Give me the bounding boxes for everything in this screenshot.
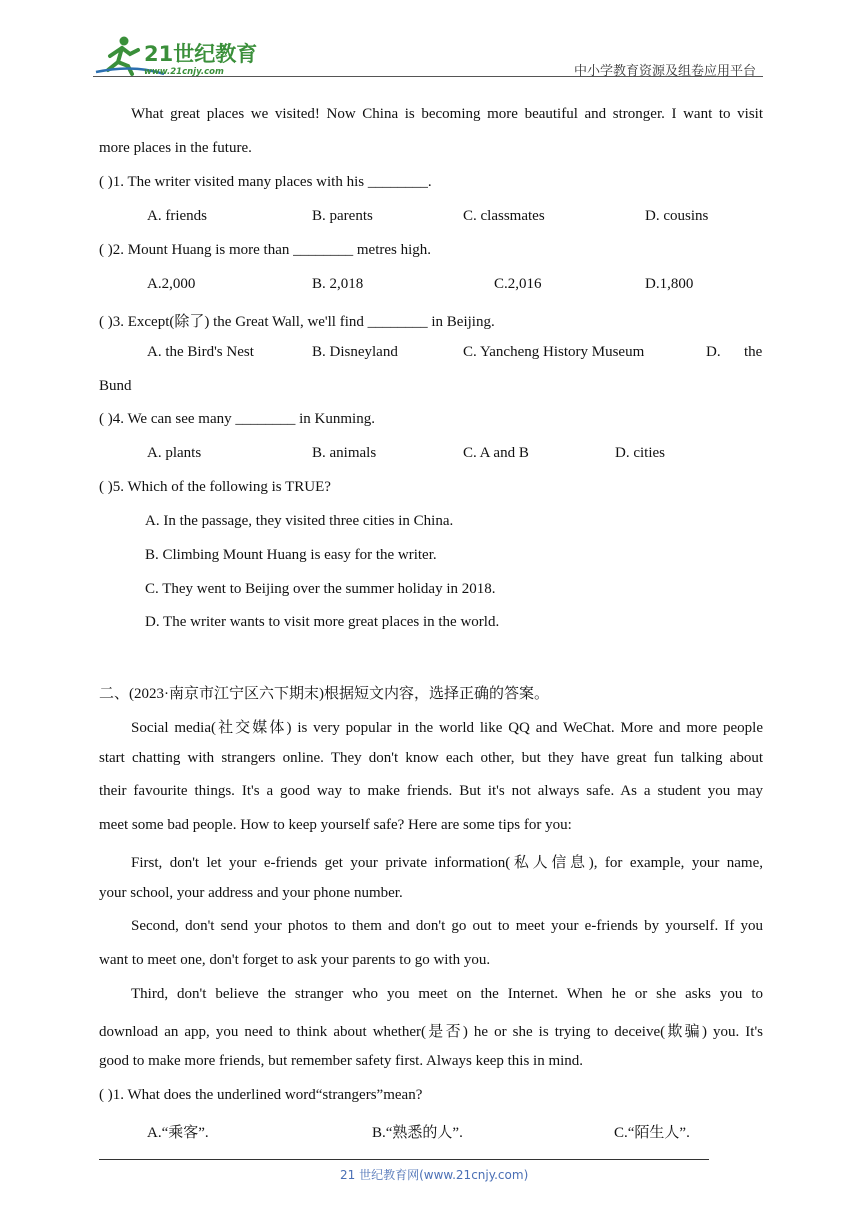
option-d: D. cities: [615, 445, 665, 461]
header-platform-text: 中小学教育资源及组卷应用平台: [574, 64, 757, 79]
passage-line: good to make more friends, but remember safety first. Always keep this in mind.: [99, 1053, 584, 1069]
logo-url: www.21cnjy.com: [144, 67, 224, 77]
passage-line: start chatting with strangers online. They don't know each other, but they have great fun talking about: [99, 750, 763, 766]
option-b: B. Disneyland: [312, 344, 398, 360]
header-divider: [93, 76, 763, 77]
passage-line: Third, don't believe the stranger who you meet on the Internet. When he or she asks you to: [131, 986, 763, 1002]
option-d-text-cont: Bund: [99, 378, 132, 394]
option-a: A.2,000: [147, 276, 196, 292]
option-a: A. the Bird's Nest: [147, 344, 254, 360]
option-d: D.: [706, 344, 721, 360]
option-a: A. plants: [147, 445, 202, 461]
option-d: D.1,800: [645, 276, 694, 292]
passage-line: your school, your address and your phone number.: [99, 885, 403, 901]
question-stem: ( )5. Which of the following is TRUE?: [99, 479, 331, 495]
question-stem: ( )1. The writer visited many places with his ________.: [99, 174, 432, 190]
passage-line: download an app, you need to think about whether(是否) he or she is trying to deceive(欺骗) you. It's: [99, 1024, 763, 1040]
passage-line: Second, don't send your photos to them and don't go out to meet your e-friends by yourself. If you: [131, 918, 763, 934]
passage-line: more places in the future.: [99, 140, 252, 156]
question-stem: ( )4. We can see many ________ in Kunming.: [99, 411, 375, 427]
site-logo: [94, 34, 264, 78]
logo-text: 21世纪教育: [144, 42, 258, 66]
option-b: B. animals: [312, 445, 377, 461]
option-a: A. friends: [147, 208, 207, 224]
option-b: B. parents: [312, 208, 373, 224]
passage-line: their favourite things. It's a good way to make friends. But it's not always safe. As a student you may: [99, 783, 763, 799]
option-b: B. Climbing Mount Huang is easy for the writer.: [145, 547, 437, 563]
footer-site-link[interactable]: 21 世纪教育网(www.21cnjy.com): [340, 1168, 529, 1182]
footer-divider: [99, 1159, 709, 1160]
option-c: C. They went to Beijing over the summer holiday in 2018.: [145, 581, 496, 597]
option-d: D. cousins: [645, 208, 709, 224]
passage-line: First, don't let your e-friends get your private information(私人信息), for example, your name,: [131, 855, 763, 871]
option-c: C. Yancheng History Museum: [463, 344, 645, 360]
option-d-text: the: [744, 344, 763, 360]
option-c: C.“陌生人”.: [614, 1125, 690, 1141]
option-b: B. 2,018: [312, 276, 364, 292]
option-c: C. A and B: [463, 445, 529, 461]
passage-line: Social media(社交媒体) is very popular in the world like QQ and WeChat. More and more people: [131, 720, 763, 736]
option-a: A. In the passage, they visited three cities in China.: [145, 513, 454, 529]
option-a: A.“乘客”.: [147, 1125, 209, 1141]
option-c: C. classmates: [463, 208, 545, 224]
question-stem: ( )1. What does the underlined word“strangers”mean?: [99, 1087, 423, 1103]
option-d: D. The writer wants to visit more great places in the world.: [145, 614, 500, 630]
option-c: C.2,016: [494, 276, 542, 292]
question-stem: ( )3. Except(除了) the Great Wall, we'll find ________ in Beijing.: [99, 314, 495, 330]
passage-line: want to meet one, don't forget to ask your parents to go with you.: [99, 952, 491, 968]
option-b: B.“熟悉的人”.: [372, 1125, 463, 1141]
passage-line: meet some bad people. How to keep yourself safe? Here are some tips for you:: [99, 817, 572, 833]
question-stem: ( )2. Mount Huang is more than ________ metres high.: [99, 242, 432, 258]
passage-line: What great places we visited! Now China is becoming more beautiful and stronger. I want to visit: [131, 106, 763, 122]
section-title: 二、(2023·南京市江宁区六下期末)根据短文内容，选择正确的答案。: [99, 686, 549, 702]
